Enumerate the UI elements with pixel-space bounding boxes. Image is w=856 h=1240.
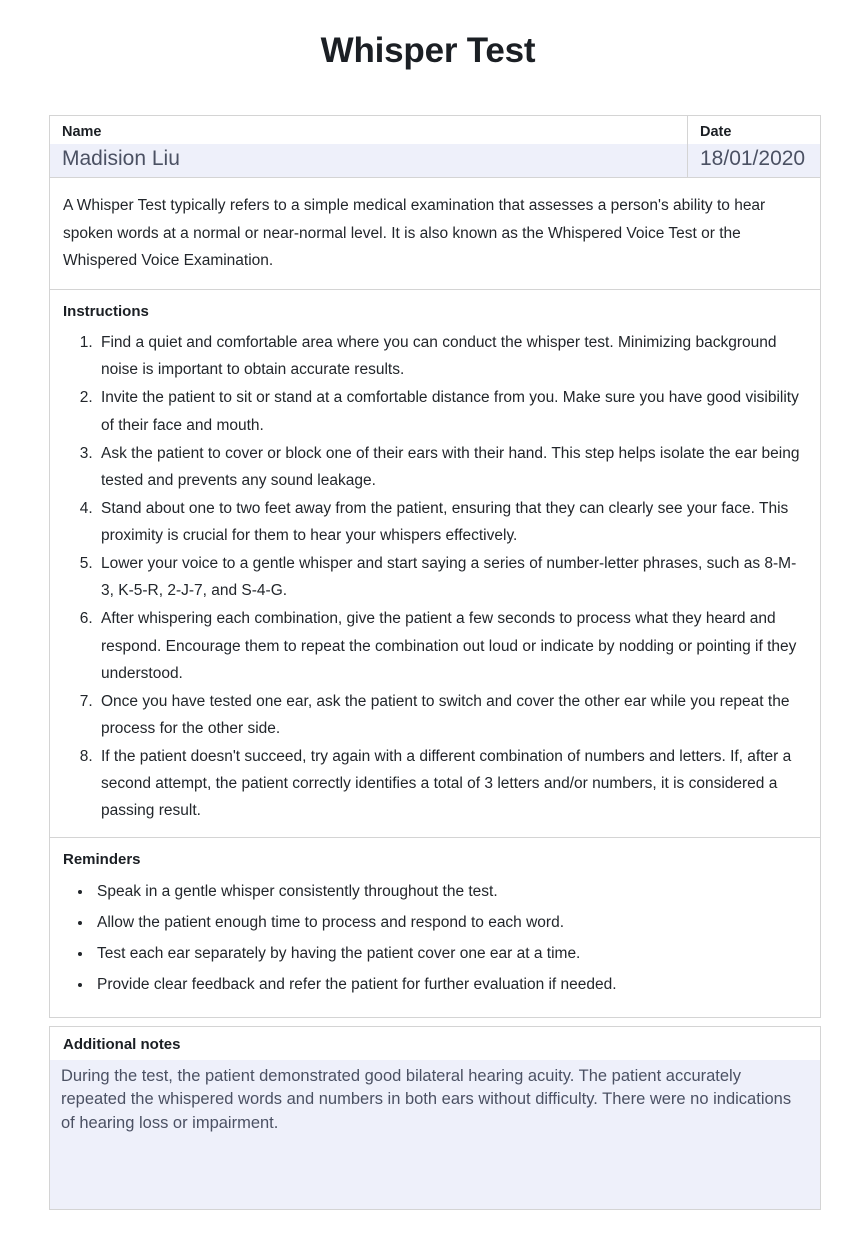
name-label: Name — [62, 124, 102, 140]
name-input[interactable]: Madision Liu — [50, 144, 687, 177]
reminders-section — [50, 837, 820, 998]
list-item: 7. Once you have tested one ear, ask the patient to switch and cover the other ear while you repeat the process for the other side. — [97, 688, 804, 742]
list-item: 5. Lower your voice to a gentle whisper and start saying a series of number-letter phrases, such as 8-M-3, K-5-R, 2-J-7, and S-4-G. — [97, 550, 804, 604]
patient-identity-row — [50, 116, 820, 177]
list-item: 4. Stand about one to two feet away from the patient, ensuring that they can clearly see your face. This proximity is crucial for them to hear your whispers effectively. — [97, 495, 804, 549]
additional-notes-textarea[interactable]: During the test, the patient demonstrated good bilateral hearing acuity. The patient accurately repeated the whispered words and numbers in both ears without difficulty. There were no indications of hearing loss or impairment. — [50, 1060, 820, 1210]
instructions-heading: Instructions — [63, 302, 149, 320]
page-title: Whisper Test — [320, 31, 536, 70]
list-item: • Allow the patient enough time to process and respond to each word. — [93, 910, 804, 937]
additional-notes-card — [49, 1026, 821, 1210]
list-item: • Speak in a gentle whisper consistently throughout the test. — [93, 879, 804, 906]
instructions-section — [50, 289, 820, 825]
name-cell — [50, 116, 688, 177]
date-label: Date — [700, 124, 732, 140]
list-item: 3. Ask the patient to cover or block one of their ears with their hand. This step helps isolate the ear being tested and prevents any sound leakage. — [97, 440, 804, 494]
list-item: 1. Find a quiet and comfortable area where you can conduct the whisper test. Minimizing background noise is important to obtain accurate results. — [97, 329, 804, 383]
date-input[interactable]: 18/01/2020 — [688, 144, 820, 177]
list-item: 6. After whispering each combination, give the patient a few seconds to process what they heard and respond. Encourage them to repeat the combination out loud or indicate by nodding or pointing if they understood. — [97, 605, 804, 686]
list-item: • Provide clear feedback and refer the patient for further evaluation if needed. — [93, 972, 804, 999]
reminders-heading: Reminders — [63, 851, 141, 869]
list-item: • Test each ear separately by having the patient cover one ear at a time. — [93, 941, 804, 968]
description-text: A Whisper Test typically refers to a simple medical examination that assesses a person's ability to hear spoken words at a normal or near-normal level. It is also known as the Whispered Voice Test or the Whispered Voice Examination. — [63, 197, 766, 270]
description-section — [50, 177, 820, 289]
form-card — [49, 115, 821, 1018]
additional-notes-label: Additional notes — [50, 1027, 820, 1060]
list-item: 8. If the patient doesn't succeed, try again with a different combination of numbers and letters. If, after a second attempt, the patient correctly identifies a total of 3 letters and/or numbers, it is considered a passing result. — [97, 743, 804, 824]
reminders-list — [50, 879, 820, 999]
list-item: 2. Invite the patient to sit or stand at a comfortable distance from you. Make sure you have good visibility of their face and mouth. — [97, 384, 804, 438]
instructions-list — [50, 329, 820, 824]
date-cell — [688, 116, 820, 177]
